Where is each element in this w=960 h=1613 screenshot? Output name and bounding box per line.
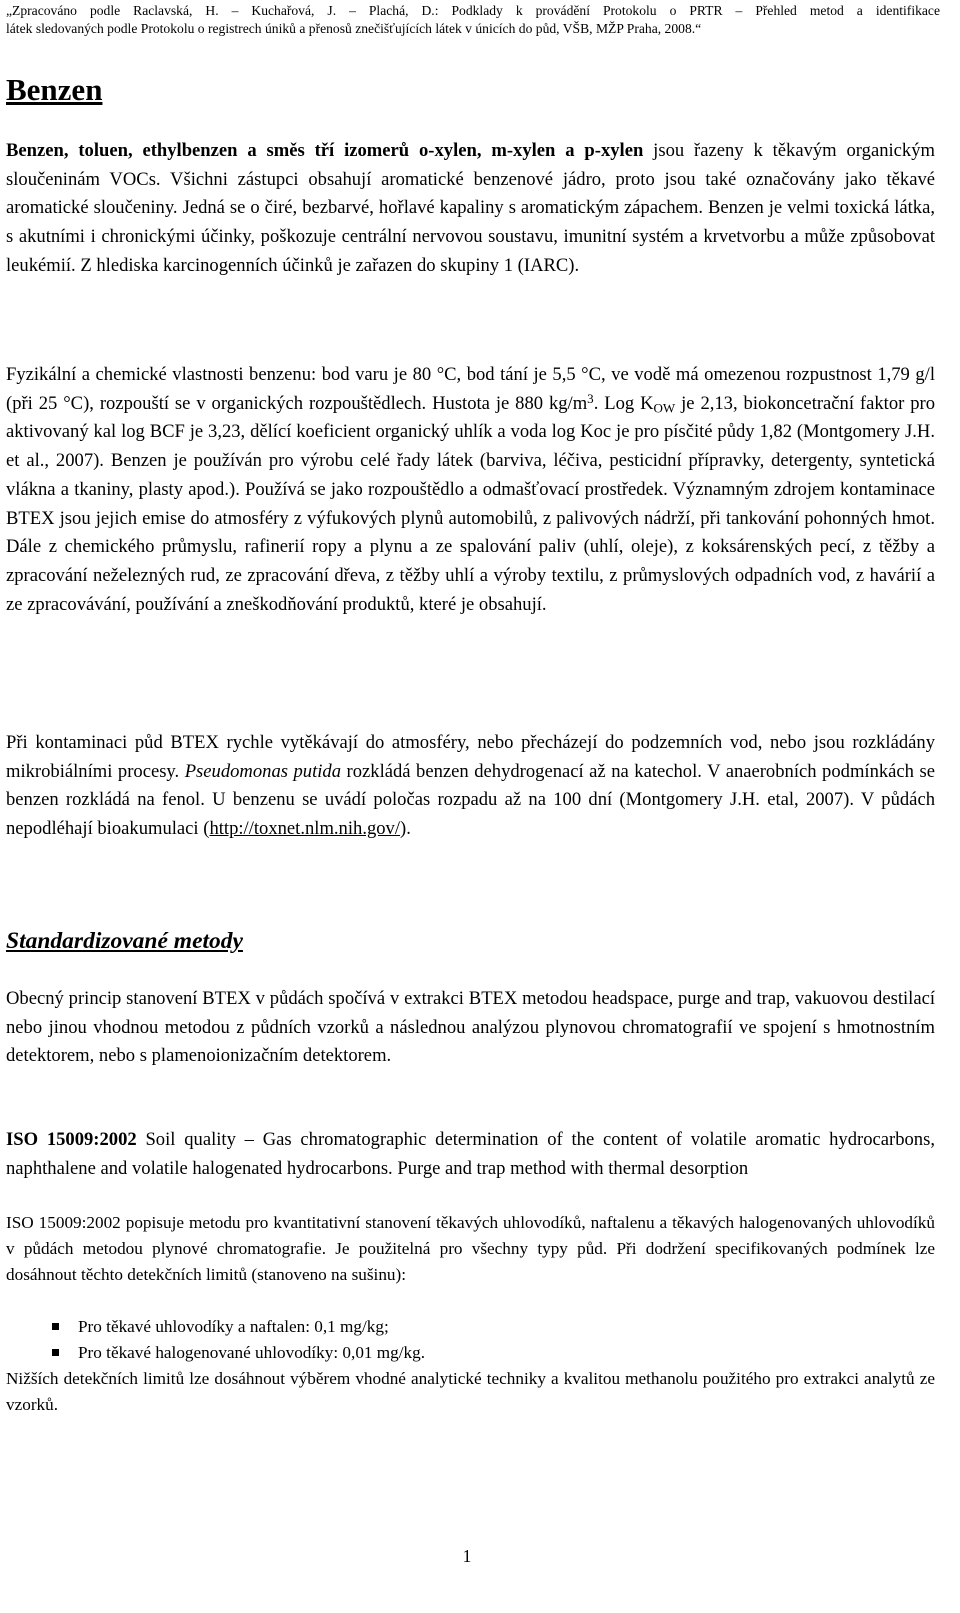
properties-text-b: . Log K [593,392,654,414]
bullet-square-icon [52,1323,59,1330]
contamination-paragraph [6,729,935,844]
section-title: Standardizované metody [6,928,243,954]
method-principle-paragraph: Obecný princip stanovení BTEX v půdách spočívá v extrakci BTEX metodou headspace, purge and trap, vakuovou destilací nebo jinou vhodnou metodou z půdních vzorků a následnou analýzou plynovou chromatografií ve spojení s hmotnostním detektorem, nebo s plamenoionizačním detektorem. [6,988,935,1067]
list-item [50,1340,425,1366]
iso-standard-code: ISO 15009:2002 [6,1129,137,1150]
intro-text: jsou řazeny k těkavým organickým sloučeninám VOCs. Všichni zástupci obsahují aromatické benzenové jádro, proto jsou také označovány jako těkavé aromatické sloučeniny. Jedná se o čiré, bezbarvé, hořlavé kapaliny s aromatickým zápachem. Benzen je velmi toxická látka, s akutními i chronickými účinky, poškozuje centrální nervovou soustavu, imunitní systém a krvetvorbu a může způsobovat leukémií. Z hlediska karcinogenních účinků je zařazen do skupiny 1 (IARC). [6,140,935,276]
bullet-square-icon [52,1349,59,1356]
species-name: Pseudomonas putida [184,760,342,782]
iso-description-paragraph: ISO 15009:2002 popisuje metodu pro kvantitativní stanovení těkavých uhlovodíků, naftalenu a těkavých halogenovaných uhlovodíků v půdách metodou plynové chromatografie. Je použitelná pro všechny typy půd. Při dodržení specifikovaných podmínek lze dosáhnout těchto detekčních limitů (stanoveno na sušinu): [6,1213,935,1284]
page-header [6,2,940,38]
list-item-text: Pro těkavé uhlovodíky a naftalen: 0,1 mg/kg; [78,1317,389,1336]
properties-paragraph [6,361,935,619]
detection-limits-list [50,1314,425,1366]
list-item [50,1314,425,1340]
toxnet-link[interactable]: http://toxnet.nlm.nih.gov/ [209,818,401,840]
density-superscript: 3 [587,390,594,406]
closing-paragraph: Nižších detekčních limitů lze dosáhnout výběrem vhodné analytické techniky a kvalitou methanolu použitého pro extrakci analytů ze vzorků. [6,1369,935,1414]
header-line-2: látek sledovaných podle Protokolu o registrech úniků a přenosů znečišťujících látek v únicích do půd, VŠB, MŽP Praha, 2008.“ [6,21,702,36]
intro-bold-lead: Benzen, toluen, ethylbenzen a směs tří izomerů o-xylen, m-xylen a p-xylen [6,140,644,161]
list-item-text: Pro těkavé halogenované uhlovodíky: 0,01 mg/kg. [78,1343,426,1362]
page-title: Benzen [6,72,103,107]
contamination-text-b: rozkládá benzen dehydrogenací až na katechol. V anaerobních podmínkách se benzen rozkládá na fenol. U benzenu se uvádí poločas rozpadu až na 100 dní (Montgomery J.H. etal, 2007). V půdách nepodléhají bioakumulaci ( [6,760,935,840]
iso-standard-paragraph [6,1126,935,1183]
contamination-text-c: ). [400,818,411,840]
kow-subscript: OW [653,399,676,415]
header-line-1: „Zpracováno podle Raclavská, H. – Kuchařová, J. – Plachá, D.: Podklady k provádění Protokolu o PRTR – Přehled metod a identifikace [6,3,940,18]
iso-standard-title: Soil quality – Gas chromatographic determination of the content of volatile aromatic hydrocarbons, naphthalene and volatile halogenated hydrocarbons. Purge and trap method with thermal desorption [6,1129,935,1179]
intro-paragraph [6,137,935,281]
properties-text-c: je 2,13, biokoncetrační faktor pro aktivovaný kal log BCF je 3,23, dělící koeficient organický uhlík a voda log Koc je pro písčité půdy 1,82 (Montgomery J.H. et al., 2007). Benzen je používán pro výrobu celé řady látek (barviva, léčiva, pesticidní přípravky, detergenty, syntetická vlákna a tkaniny, plasty apod.). Používá se jako rozpouštědlo a odmašťovací prostředek. Významným zdrojem kontaminace BTEX jsou jejich emise do atmosféry z výfukových plynů automobilů, z palivových nádrží, při tankování pohonných hmot. Dále z chemického průmyslu, rafinerií ropy a plynu a ze spalování paliv (uhlí, oleje), z koksárenských pecí, z těžby a zpracování neželezných rud, ze zpracování dřeva, z těžby uhlí a výroby textilu, z průmyslových odpadních vod, z havárií a ze zpracovávání, používání a zneškodňování produktů, které je obsahují. [6,392,936,615]
contamination-text-a: Při kontaminaci půd BTEX rychle vytěkávají do atmosféry, nebo přecházejí do podzemních vod, nebo jsou rozkládány mikrobiálními procesy. [6,732,935,782]
properties-text-a: Fyzikální a chemické vlastnosti benzenu: bod varu je 80 °C, bod tání je 5,5 °C, ve vodě má omezenou rozpustnost 1,79 g/l (při 25 °C), rozpouští se v organických rozpouštědlech. Hustota je 880 kg/m [6,364,935,414]
page-number: 1 [462,1546,472,1566]
